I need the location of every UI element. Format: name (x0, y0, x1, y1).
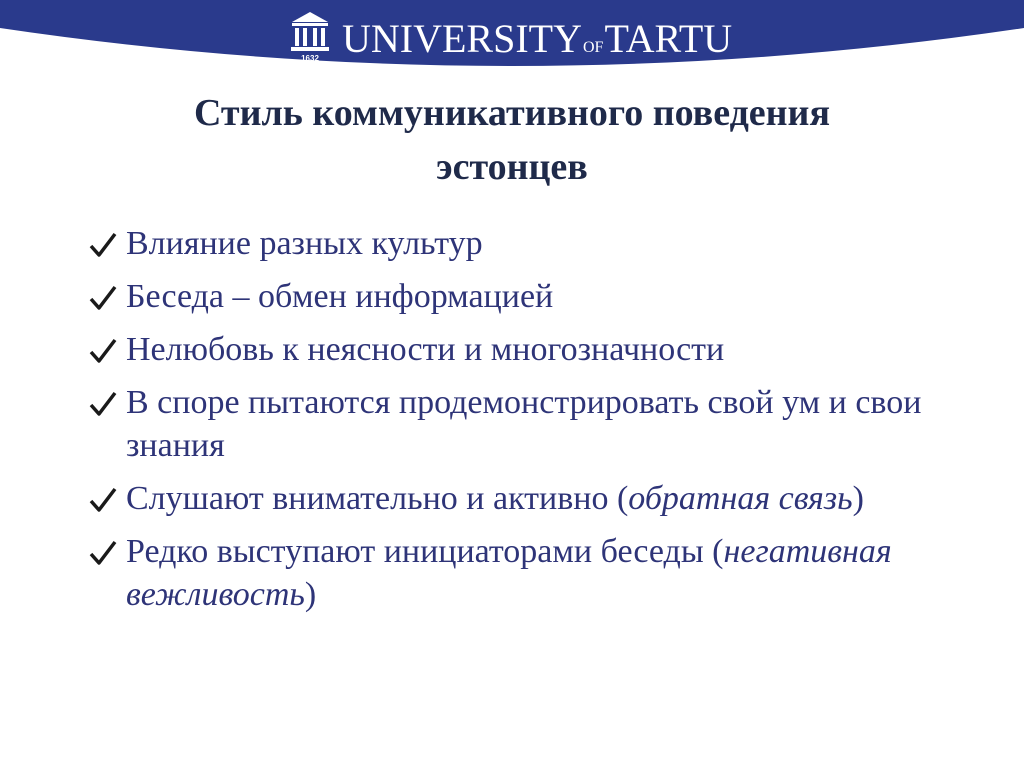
logo-word-of: OF (582, 38, 604, 56)
bullet-item (88, 328, 968, 371)
bullet-item (88, 477, 968, 520)
bullet-text-italic: обратная связь (628, 480, 853, 517)
checkmark-icon (88, 389, 118, 419)
logo-word-university: UNIVERSITY (342, 15, 582, 61)
slide-title-line-2: эстонцев (436, 146, 588, 188)
bullet-list (88, 222, 968, 626)
bullet-text-end: ) (852, 480, 864, 517)
checkmark-icon (88, 336, 118, 366)
slide-title-line-1: Стиль коммуникативного поведения (193, 92, 831, 134)
bullet-text: Беседа – обмен информацией (126, 278, 554, 315)
bullet-text-italic: негативная вежливость (126, 533, 892, 613)
bullet-item (88, 530, 968, 616)
slide-title (100, 86, 924, 194)
bullet-text: В споре пытаются продемонстрировать свой ум и свои знания (126, 384, 922, 464)
logo-word-tartu: TARTU (604, 15, 733, 61)
bullet-item (88, 381, 968, 467)
university-building-icon (290, 10, 330, 66)
bullet-text: Слушают внимательно и активно ( (126, 480, 629, 517)
checkmark-icon (88, 538, 118, 568)
bullet-text: Редко выступают инициаторами беседы ( (126, 533, 724, 570)
bullet-text: Влияние разных культур (126, 225, 483, 262)
bullet-text: Нелюбовь к неясности и многозначности (126, 331, 725, 368)
bullet-text-end: ) (304, 576, 317, 613)
bullet-item (88, 222, 968, 265)
checkmark-icon (88, 283, 118, 313)
university-logo (290, 10, 732, 66)
logo-wordmark (342, 15, 732, 62)
logo-year: 1632 (301, 54, 319, 63)
header-banner (0, 0, 1024, 80)
checkmark-icon (88, 230, 118, 260)
checkmark-icon (88, 485, 118, 515)
bullet-item (88, 275, 968, 318)
